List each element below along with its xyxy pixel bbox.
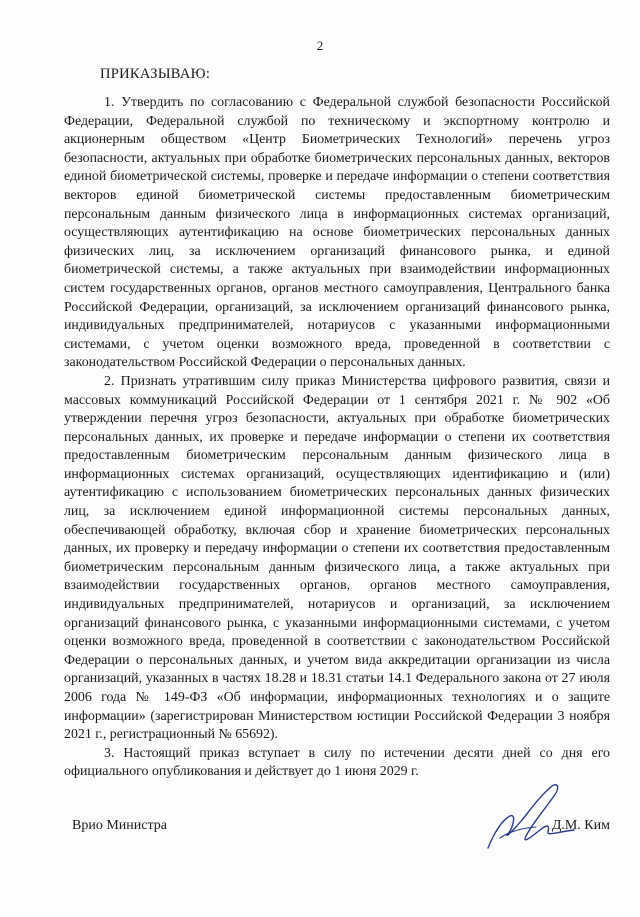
paragraph-2: 2. Признать утратившим силу приказ Министерства цифрового развития, связи и массовых коммуникаций Российской Федерации от 1 сентября 2021 г. № 902 «Об утверждении перечня угроз безопасности, актуальных при обработке биометрических персональных данных, их проверке и передаче информации о степени их соответствия предоставленным биометрическим персональным данным физического лица в информационных системах организаций, осуществляющих идентификацию и (или) аутентификацию с использованием биометрических персональных данных физических лиц, за исключением единой информационной системы персональных данных, обеспечивающей обработку, включая сбор и хранение биометрических персональных данных, их проверку и передачу информации о степени их соответствия предоставленным биометрическим персональным данным физического лица, а также актуальных при взаимодействии государственных органов, органов местного самоуправления, индивидуальных предпринимателей, нотариусов и организаций, за исключением организаций финансового рынка, с указанными информационными системами, с учетом оценки возможного вреда, проведенной в соответствии с законодательством Российской Федерации о персональных данных, и учетом вида аккредитации организации из числа организаций, указанных в частях 18.28 и 18.31 статьи 14.1 Федерального закона от 27 июля 2006 года № 149-ФЗ «Об информации, информационных технологиях и о защите информации» (зарегистрирован Министерством юстиции Российской Федерации 3 ноября 2021 г., регистрационный № 65692). bbox=[64, 373, 610, 743]
signer-title: Врио Министра bbox=[72, 818, 167, 833]
paragraph-3: 3. Настоящий приказ вступает в силу по истечении десяти дней со дня его официального опубликования и действует до 1 июня 2029 г. bbox=[64, 745, 610, 780]
order-heading: ПРИКАЗЫВАЮ: bbox=[100, 66, 211, 82]
signer-name: Д.М. Ким bbox=[551, 818, 610, 833]
paragraph-1: 1. Утвердить по согласованию с Федеральной службой безопасности Российской Федерации, Федеральной службой по техническому и экспортному контролю и акционерным обществом «Центр Биометрических Технологий» перечень угроз безопасности, актуальных при обработке биометрических персональных данных, векторов единой биометрической системы, проверке и передаче информации о степени соответствия векторов единой биометрической системы предоставленным биометрическим персональным данным физического лица в информационных системах организаций, осуществляющих аутентификацию на основе биометрических персональных данных физических лиц, за исключением организаций финансового рынка, и единой биометрической системы, а также актуальных при взаимодействии информационных систем государственных органов, органов местного самоуправления, Центрального банка Российской Федерации, организаций, за исключением организаций финансового рынка, индивидуальных предпринимателей, нотариусов с указанными информационными системами, с учетом оценки возможного вреда, проведенной в соответствии с законодательством Российской Федерации о персональных данных. bbox=[64, 95, 610, 371]
signature-block bbox=[0, 818, 640, 848]
page-number: 2 bbox=[316, 38, 324, 53]
order-body bbox=[64, 94, 610, 782]
